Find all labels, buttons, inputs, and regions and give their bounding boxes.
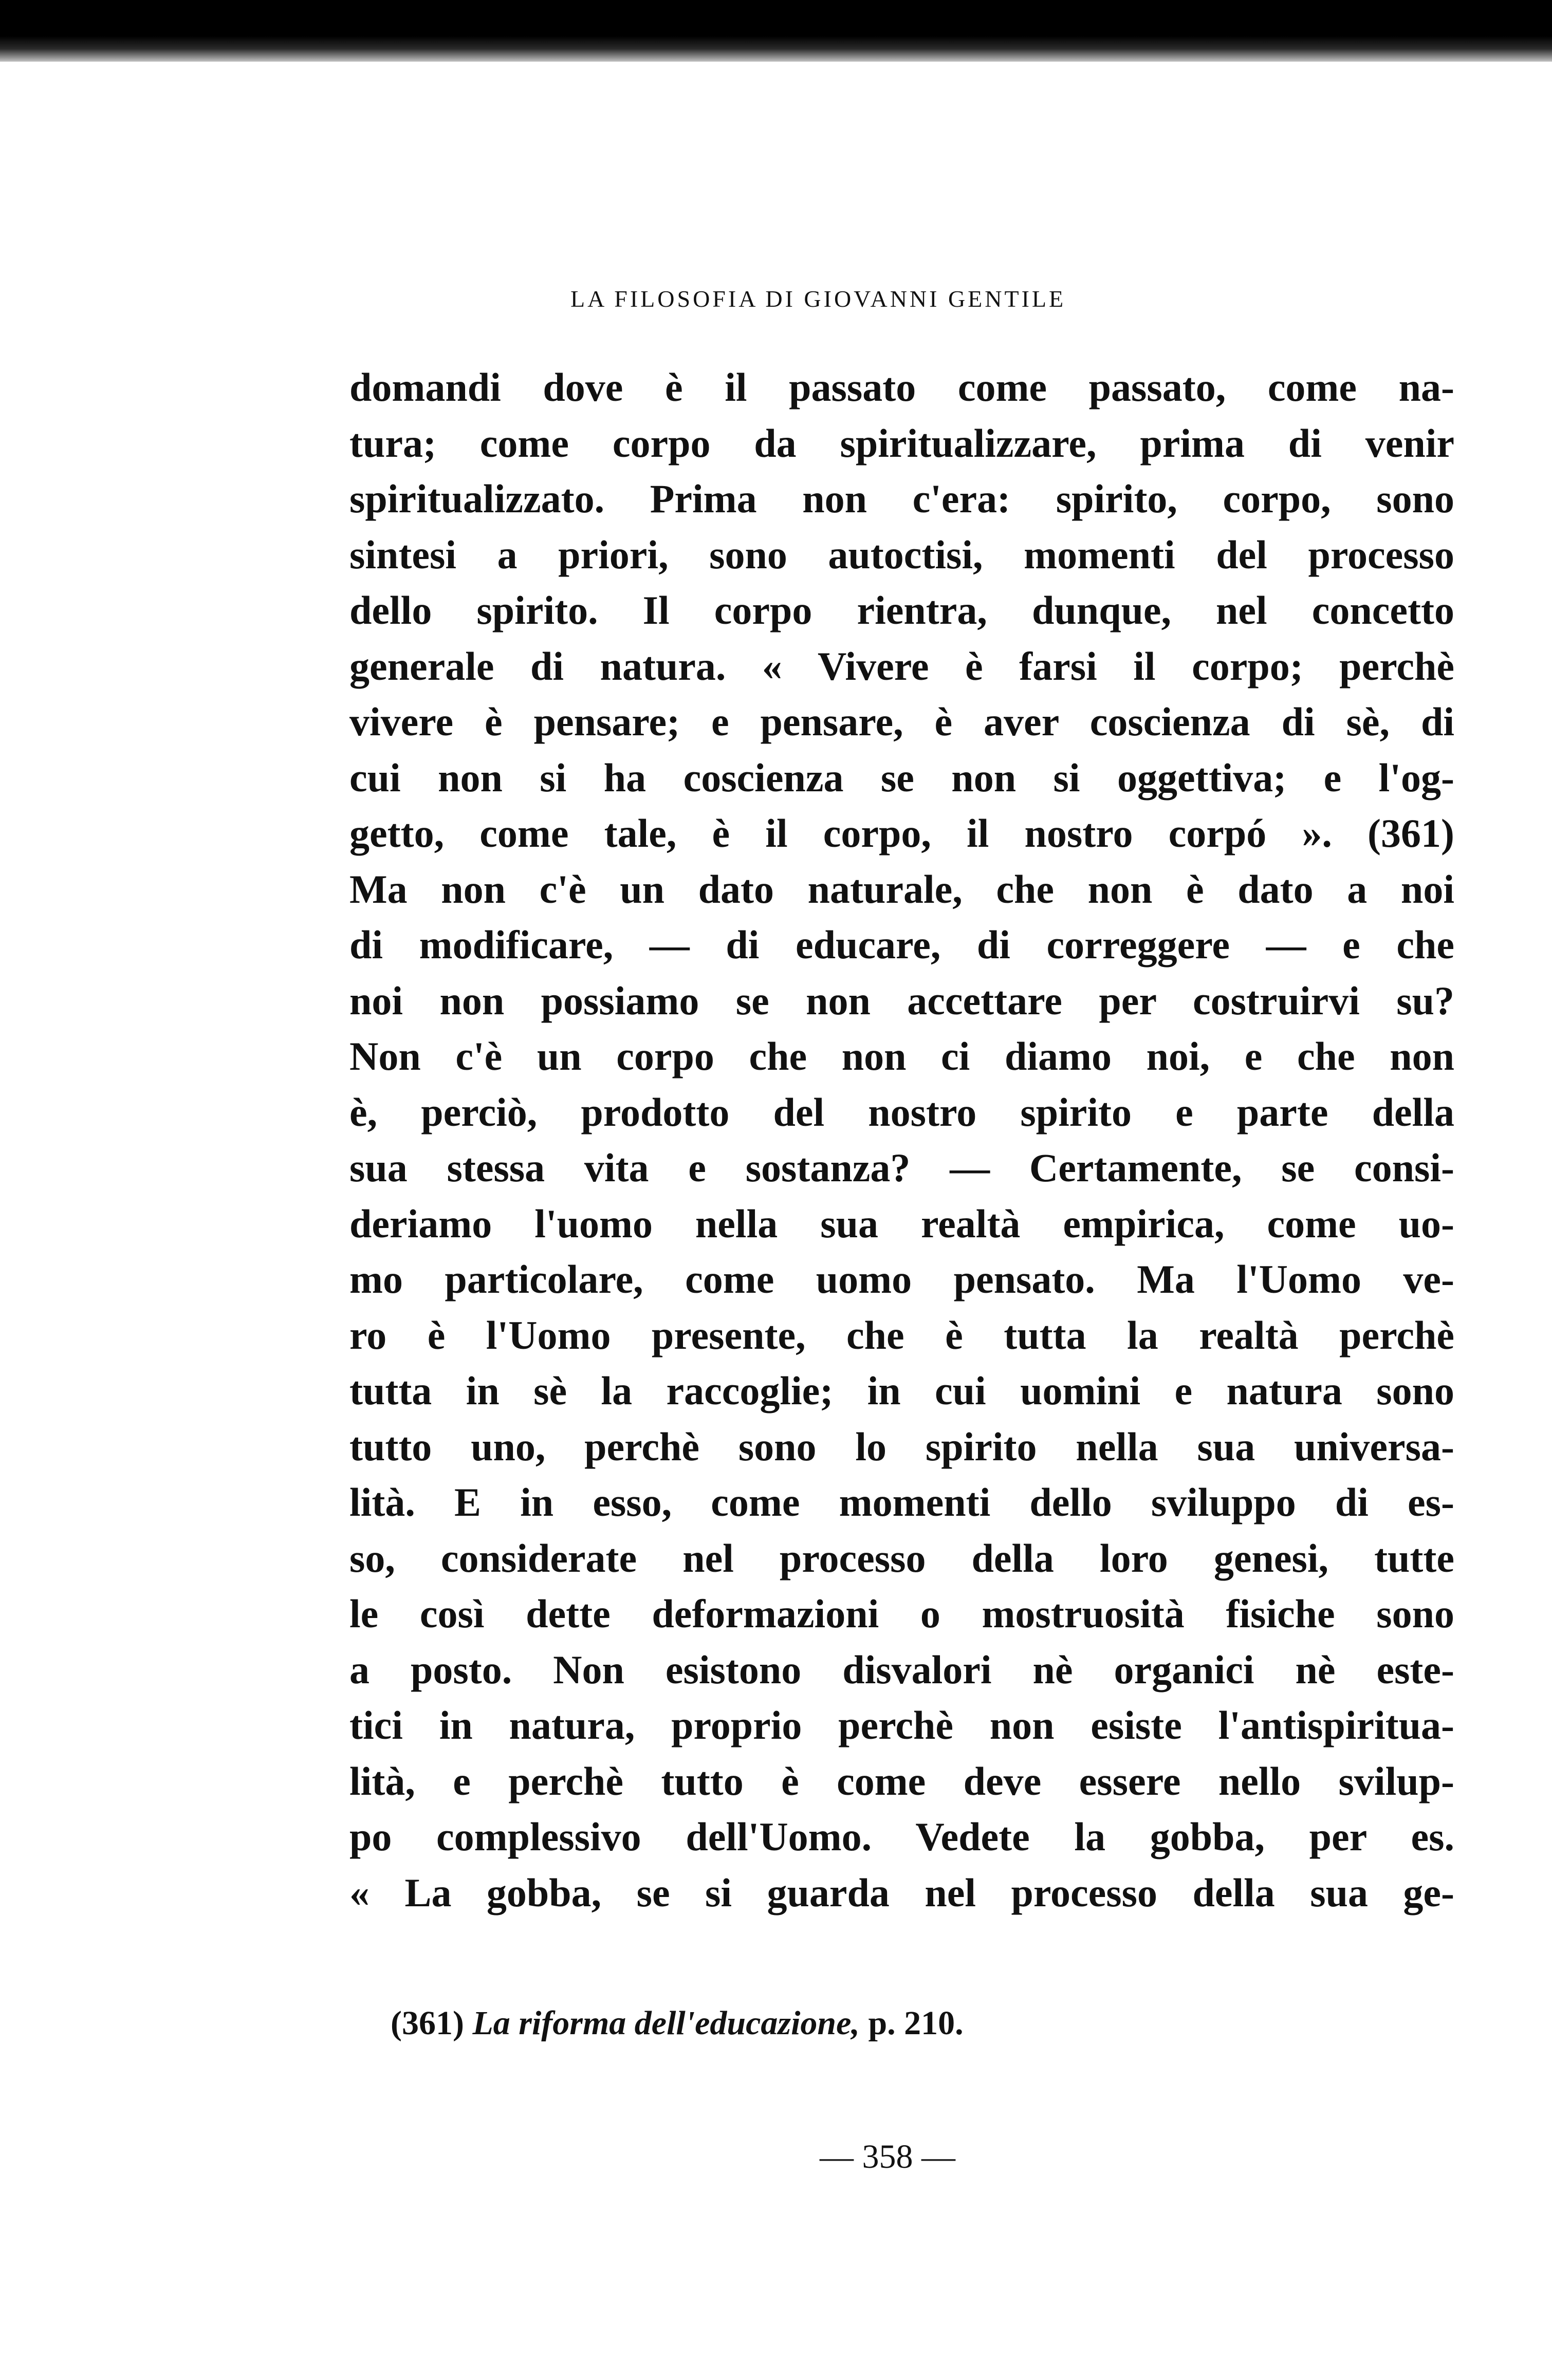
text-line: deriamo l'uomo nella sua realtà empirica, come uo-: [349, 1201, 1454, 1246]
text-line: di modificare, — di educare, di correggere — e che: [349, 922, 1454, 967]
text-line: lità. E in esso, come momenti dello sviluppo di es-: [349, 1480, 1454, 1524]
text-line: sintesi a priori, sono autoctisi, momenti del processo: [349, 532, 1454, 577]
text-line: sua stessa vita e sostanza? — Certamente, se consi-: [349, 1145, 1454, 1190]
text-line: po complessivo dell'Uomo. Vedete la gobba, per es.: [349, 1814, 1454, 1859]
body-text: [349, 360, 1454, 1921]
text-line: Ma non c'è un dato naturale, che non è dato a noi: [349, 866, 1454, 912]
footnote-title: La riforma dell'educazione,: [472, 2004, 860, 2042]
text-line: « La gobba, se si guarda nel processo della sua ge-: [349, 1870, 1454, 1915]
text-line: Non c'è un corpo che non ci diamo noi, e che non: [349, 1034, 1454, 1079]
text-line: dello spirito. Il corpo rientra, dunque, nel concetto: [349, 588, 1454, 633]
text-line: tutta in sè la raccoglie; in cui uomini e natura sono: [349, 1368, 1454, 1413]
page-number: — 358 —: [820, 2138, 955, 2176]
text-line: a posto. Non esistono disvalori nè organici nè este-: [349, 1647, 1454, 1692]
footnote-marker: (361): [391, 2004, 464, 2042]
text-line: cui non si ha coscienza se non si oggettiva; e l'og-: [349, 755, 1454, 800]
scan-top-edge: [0, 0, 1552, 62]
text-line: tici in natura, proprio perchè non esiste l'antispiritua-: [349, 1703, 1454, 1747]
footnote: [391, 2004, 964, 2043]
text-line: generale di natura. « Vivere è farsi il corpo; perchè: [349, 643, 1454, 689]
text-line: domandi dove è il passato come passato, come na-: [349, 365, 1454, 410]
text-line: lità, e perchè tutto è come deve essere nello svilup-: [349, 1758, 1454, 1803]
text-line: è, perciò, prodotto del nostro spirito e parte della: [349, 1089, 1454, 1135]
text-line: ro è l'Uomo presente, che è tutta la realtà perchè: [349, 1312, 1454, 1358]
text-line: le così dette deformazioni o mostruosità fisiche sono: [349, 1591, 1454, 1636]
text-line: so, considerate nel processo della loro genesi, tutte: [349, 1535, 1454, 1581]
text-line: spiritualizzato. Prima non c'era: spirito, corpo, sono: [349, 476, 1454, 521]
text-line: mo particolare, come uomo pensato. Ma l'Uomo ve-: [349, 1257, 1454, 1301]
running-head: LA FILOSOFIA DI GIOVANNI GENTILE: [570, 286, 1066, 312]
text-line: getto, come tale, è il corpo, il nostro corpó ». (361): [349, 811, 1454, 856]
footnote-page-ref: p. 210.: [868, 2004, 964, 2042]
text-line: vivere è pensare; e pensare, è aver coscienza di sè, di: [349, 699, 1454, 744]
text-line: tutto uno, perchè sono lo spirito nella sua universa-: [349, 1424, 1454, 1469]
text-line: tura; come corpo da spiritualizzare, prima di venir: [349, 420, 1454, 466]
text-line: noi non possiamo se non accettare per costruirvi su?: [349, 978, 1454, 1023]
